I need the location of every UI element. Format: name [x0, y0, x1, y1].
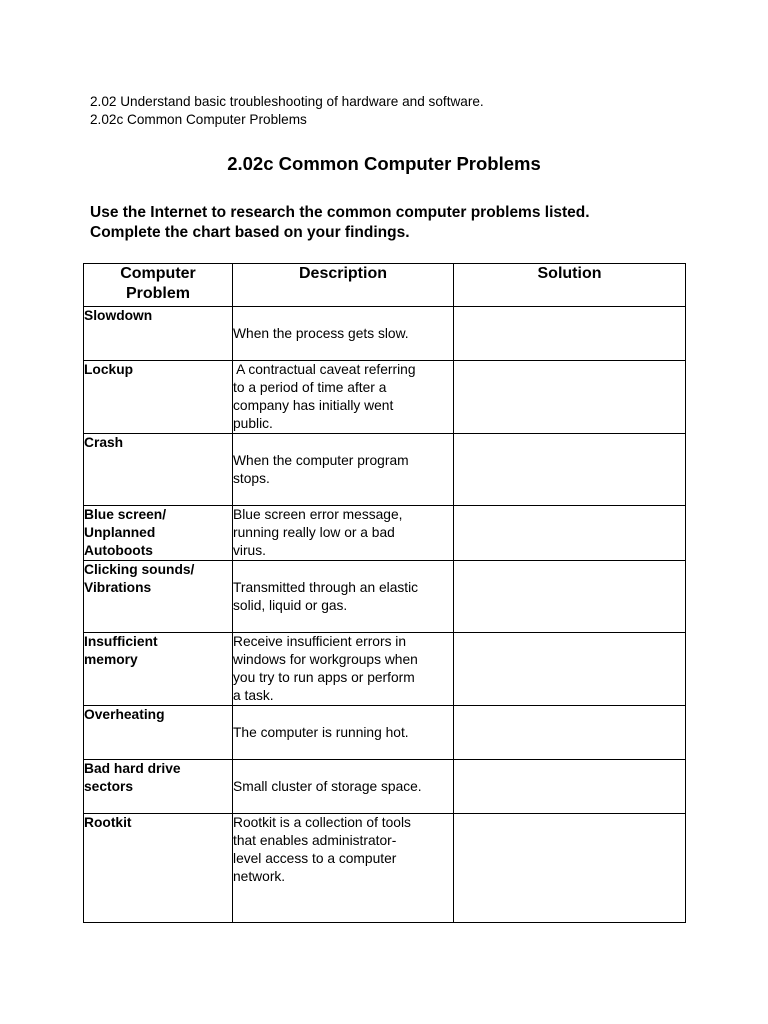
problem-text: Crash: [84, 435, 124, 450]
table-row: [84, 506, 686, 561]
problem-cell: [84, 706, 233, 760]
problem-text: Overheating: [84, 707, 165, 722]
table-row: [84, 361, 686, 434]
table-row: [84, 434, 686, 506]
description-text: a task.: [233, 688, 274, 703]
solution-cell[interactable]: [454, 506, 686, 561]
problem-text: Blue screen/: [84, 507, 167, 522]
description-text: Receive insufficient errors in: [233, 634, 407, 649]
solution-cell[interactable]: [454, 434, 686, 506]
problem-text: Vibrations: [84, 580, 152, 595]
description-text: Small cluster of storage space.: [233, 779, 422, 794]
description-text: The computer is running hot.: [233, 725, 409, 740]
description-text: that enables administrator-: [233, 833, 397, 848]
problem-text: Lockup: [84, 362, 134, 377]
header-solution: Solution: [454, 264, 686, 307]
solution-cell[interactable]: [454, 307, 686, 361]
document-title: 2.02c Common Computer Problems: [227, 153, 541, 174]
table-row: [84, 706, 686, 760]
table-row: [84, 814, 686, 923]
header-description: Description: [233, 264, 454, 307]
header-computer-problem: [84, 264, 233, 307]
description-cell: [233, 561, 454, 633]
description-cell: [233, 760, 454, 814]
description-text: When the computer program: [233, 453, 409, 468]
problem-cell: [84, 434, 233, 506]
problem-text: Insufficient: [84, 634, 158, 649]
table-row: [84, 307, 686, 361]
description-cell: [233, 307, 454, 361]
solution-cell[interactable]: [454, 814, 686, 923]
problem-text: Clicking sounds/: [84, 562, 195, 577]
description-cell: [233, 633, 454, 706]
description-text: to a period of time after a: [233, 380, 387, 395]
description-text: Rootkit is a collection of tools: [233, 815, 411, 830]
description-text: virus.: [233, 543, 266, 558]
problem-text: sectors: [84, 779, 134, 794]
description-cell: [233, 706, 454, 760]
table-row: [84, 561, 686, 633]
problem-cell: [84, 760, 233, 814]
description-text: you try to run apps or perform: [233, 670, 415, 685]
description-cell: [233, 361, 454, 434]
description-cell: [233, 434, 454, 506]
problems-table: [83, 263, 686, 923]
problem-text: Rootkit: [84, 815, 132, 830]
description-text: stops.: [233, 471, 270, 486]
header-problem-line2: Problem: [125, 285, 190, 302]
problem-text: memory: [84, 652, 138, 667]
description-cell: [233, 506, 454, 561]
problem-text: Slowdown: [84, 308, 153, 323]
description-text: public.: [233, 416, 273, 431]
problem-cell: [84, 814, 233, 923]
description-text: running really low or a bad: [233, 525, 395, 540]
header-problem-line1: Computer: [120, 265, 196, 282]
problem-cell: [84, 506, 233, 561]
problem-cell: [84, 307, 233, 361]
instruction-line-1: Use the Internet to research the common computer problems listed.: [90, 204, 590, 221]
problem-cell: [84, 361, 233, 434]
solution-cell[interactable]: [454, 760, 686, 814]
objective-line: 2.02 Understand basic troubleshooting of hardware and software.: [90, 94, 484, 109]
description-text: level access to a computer: [233, 851, 397, 866]
description-cell: [233, 814, 454, 923]
solution-cell[interactable]: [454, 561, 686, 633]
description-text: Blue screen error message,: [233, 507, 403, 522]
description-text: solid, liquid or gas.: [233, 598, 348, 613]
description-text: Transmitted through an elastic: [233, 580, 419, 595]
instruction-line-2: Complete the chart based on your findings.: [90, 224, 410, 241]
table-header-row: [84, 264, 686, 307]
solution-cell[interactable]: [454, 361, 686, 434]
table-row: [84, 633, 686, 706]
description-text: company has initially went: [233, 398, 394, 413]
problem-cell: [84, 561, 233, 633]
solution-cell[interactable]: [454, 706, 686, 760]
description-text: windows for workgroups when: [233, 652, 418, 667]
description-text: When the process gets slow.: [233, 326, 409, 341]
problem-cell: [84, 633, 233, 706]
table-row: [84, 760, 686, 814]
description-text: A contractual caveat referring: [233, 362, 416, 377]
problem-text: Unplanned: [84, 525, 156, 540]
subobjective-line: 2.02c Common Computer Problems: [90, 112, 307, 127]
description-text: network.: [233, 869, 286, 884]
problem-text: Autoboots: [84, 543, 153, 558]
solution-cell[interactable]: [454, 633, 686, 706]
problem-text: Bad hard drive: [84, 761, 181, 776]
